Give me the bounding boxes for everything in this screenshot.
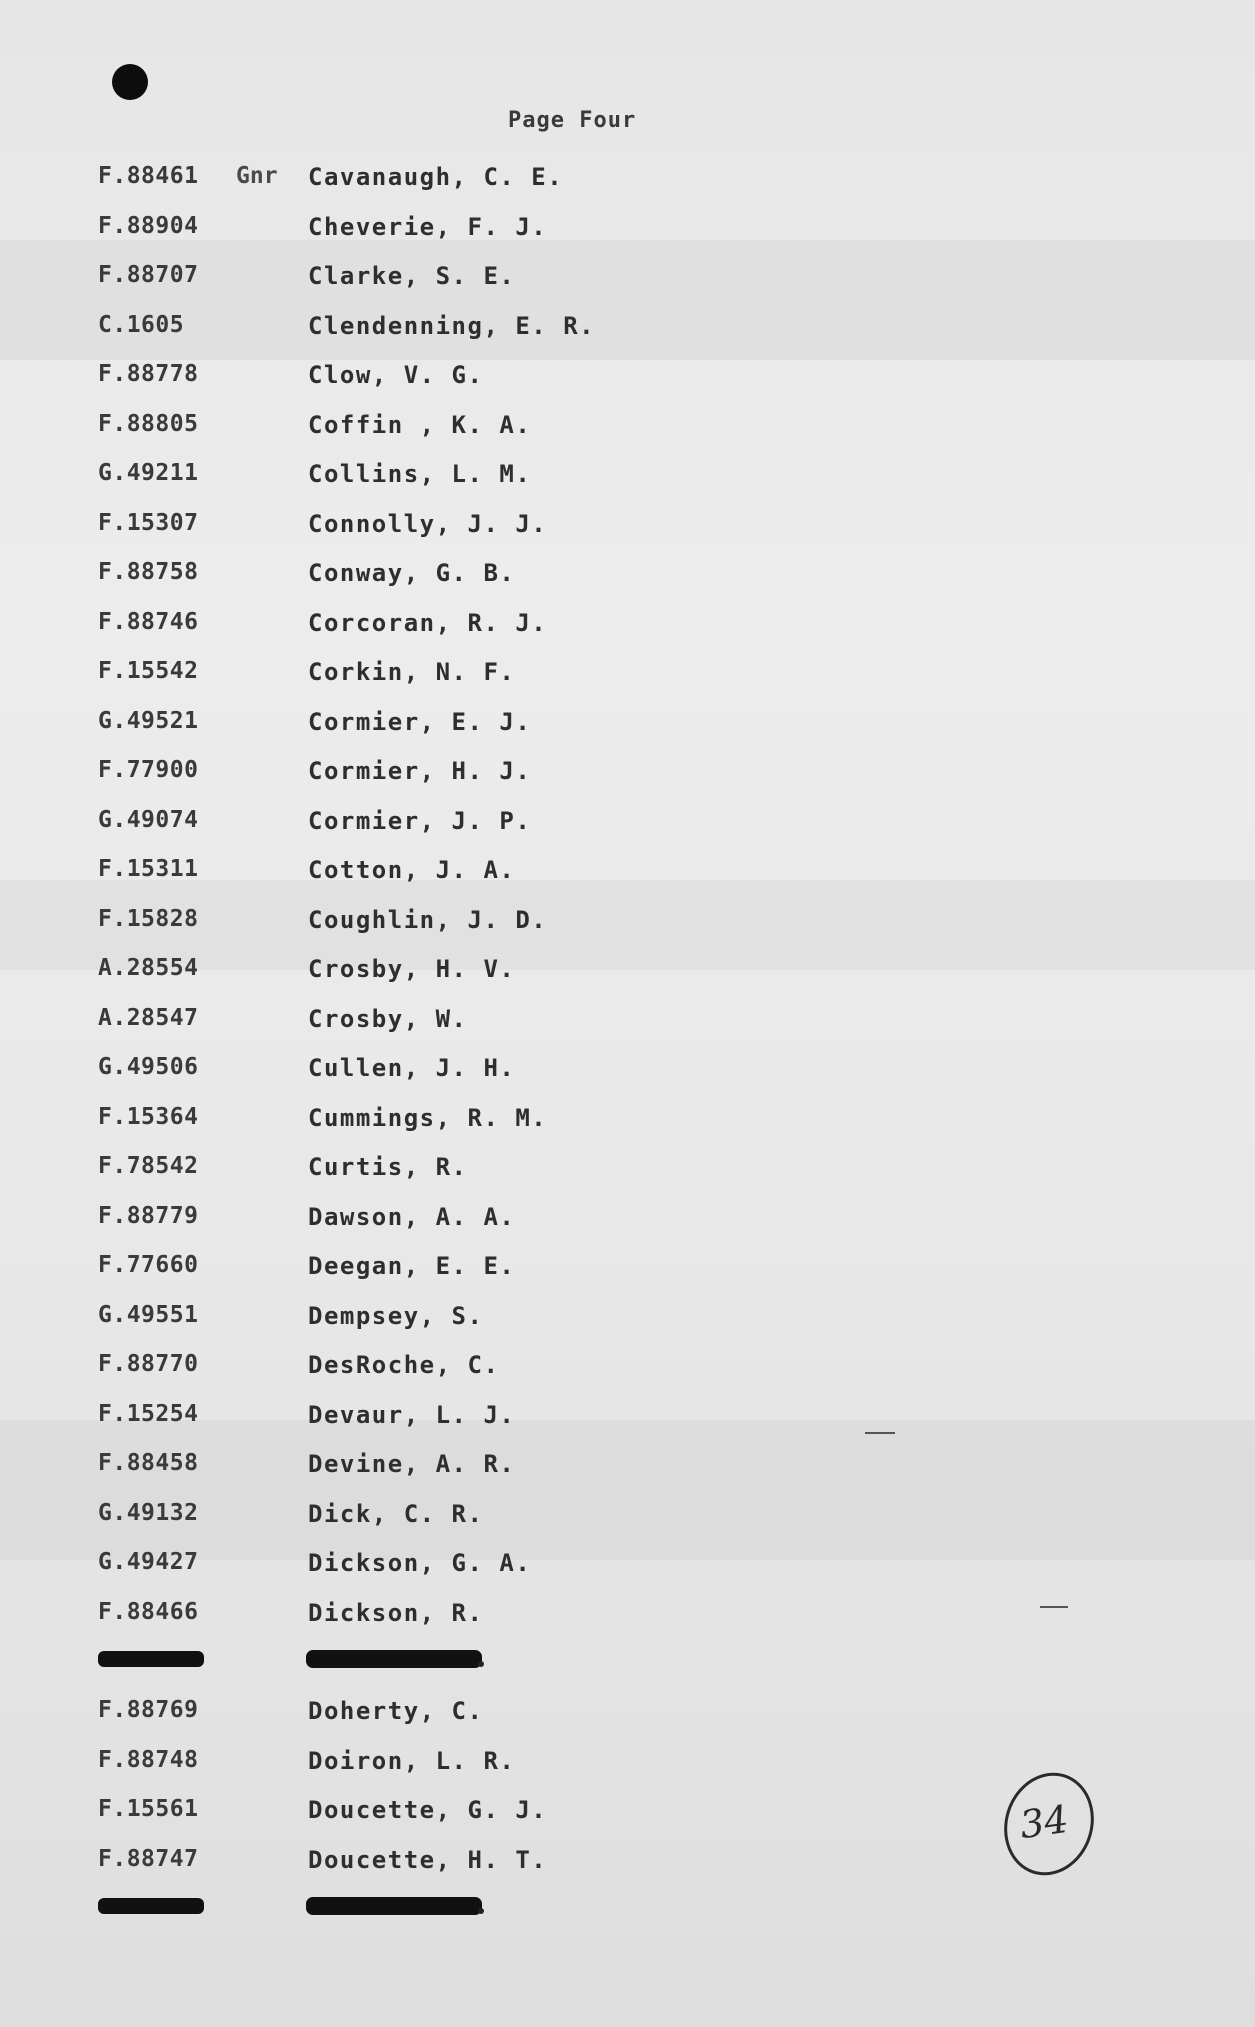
rank: Gnr — [236, 163, 278, 189]
service-number: F.88466 — [98, 1599, 199, 1625]
member-name: Clarke, S. E. — [308, 262, 516, 290]
service-number: F.15307 — [98, 510, 199, 536]
roster-row — [0, 559, 1255, 599]
redaction-bar — [306, 1897, 482, 1915]
member-name: Devine, A. R. — [308, 1450, 516, 1478]
member-name: Clow, V. G. — [308, 361, 484, 389]
member-name: Doherty, C. — [308, 1697, 484, 1725]
service-number: F.88747 — [98, 1846, 199, 1872]
roster-row — [0, 1252, 1255, 1292]
member-name: Connolly, J. J. — [308, 510, 548, 538]
member-name: Conway, G. B. — [308, 559, 516, 587]
stray-mark — [1040, 1606, 1068, 1608]
service-number: F.15311 — [98, 856, 199, 882]
member-name: Dempsey, S. — [308, 1302, 484, 1330]
service-number: G.49506 — [98, 1054, 199, 1080]
member-name: Dickson, R. — [308, 1599, 484, 1627]
member-name: Doucette, G. J. — [308, 1796, 548, 1824]
roster-row — [0, 1054, 1255, 1094]
roster-row — [0, 1549, 1255, 1589]
roster-row — [0, 1351, 1255, 1391]
member-name: Dawson, A. A. — [308, 1203, 516, 1231]
page-number-annotation: 34 — [1017, 1796, 1072, 1848]
roster-row — [0, 708, 1255, 748]
roster-row — [0, 856, 1255, 896]
roster-row — [0, 262, 1255, 302]
redaction-bar — [98, 1651, 204, 1667]
roster-row — [0, 510, 1255, 550]
redaction-bar — [98, 1898, 204, 1914]
roster-row — [0, 1203, 1255, 1243]
service-number: F.15254 — [98, 1401, 199, 1427]
service-number: F.88779 — [98, 1203, 199, 1229]
member-name: Dickson, G. A. — [308, 1549, 532, 1577]
roster-row — [0, 213, 1255, 253]
member-name: Corkin, N. F. — [308, 658, 516, 686]
service-number: F.88769 — [98, 1697, 199, 1723]
service-number: F.88770 — [98, 1351, 199, 1377]
service-number: G.49551 — [98, 1302, 199, 1328]
member-name: Coffin , K. A. — [308, 411, 532, 439]
service-number: F.15561 — [98, 1796, 199, 1822]
roster-row — [0, 1599, 1255, 1639]
redaction-bar — [306, 1650, 482, 1668]
member-name: Collins, L. M. — [308, 460, 532, 488]
roster-row — [0, 1302, 1255, 1342]
service-number: A.28554 — [98, 955, 199, 981]
roster-row — [0, 1005, 1255, 1045]
service-number: G.49521 — [98, 708, 199, 734]
member-name: Deegan, E. E. — [308, 1252, 516, 1280]
roster-row — [0, 1153, 1255, 1193]
service-number: F.15542 — [98, 658, 199, 684]
service-number: F.88778 — [98, 361, 199, 387]
service-number: F.88461 — [98, 163, 199, 189]
service-number: F.77900 — [98, 757, 199, 783]
member-name: Clendenning, E. R. — [308, 312, 596, 340]
member-name: Coughlin, J. D. — [308, 906, 548, 934]
member-name: Cormier, J. P. — [308, 807, 532, 835]
service-number: F.78542 — [98, 1153, 199, 1179]
service-number: F.88458 — [98, 1450, 199, 1476]
roster-row — [0, 658, 1255, 698]
service-number: F.88748 — [98, 1747, 199, 1773]
roster-row — [0, 807, 1255, 847]
service-number: G.49132 — [98, 1500, 199, 1526]
roster-row — [0, 955, 1255, 995]
member-name: DesRoche, C. — [308, 1351, 500, 1379]
redaction-dot — [478, 1908, 484, 1914]
roster-row — [0, 1500, 1255, 1540]
service-number: F.15364 — [98, 1104, 199, 1130]
roster-row — [0, 609, 1255, 649]
roster-row — [0, 460, 1255, 500]
roster-row — [0, 1401, 1255, 1441]
member-name: Curtis, R. — [308, 1153, 468, 1181]
service-number: F.88904 — [98, 213, 199, 239]
member-name: Cheverie, F. J. — [308, 213, 548, 241]
member-name: Corcoran, R. J. — [308, 609, 548, 637]
member-name: Cormier, H. J. — [308, 757, 532, 785]
service-number: A.28547 — [98, 1005, 199, 1031]
service-number: F.88758 — [98, 559, 199, 585]
member-name: Cummings, R. M. — [308, 1104, 548, 1132]
stray-mark — [865, 1432, 895, 1434]
member-name: Cotton, J. A. — [308, 856, 516, 884]
member-name: Cullen, J. H. — [308, 1054, 516, 1082]
redaction-dot — [478, 1661, 484, 1667]
service-number: F.88707 — [98, 262, 199, 288]
roster-row — [0, 361, 1255, 401]
service-number: G.49427 — [98, 1549, 199, 1575]
service-number: C.1605 — [98, 312, 185, 338]
member-name: Cormier, E. J. — [308, 708, 532, 736]
member-name: Crosby, H. V. — [308, 955, 516, 983]
roster-row — [0, 312, 1255, 352]
service-number: G.49074 — [98, 807, 199, 833]
service-number: F.88746 — [98, 609, 199, 635]
page-header: Page Four — [508, 108, 637, 133]
roster-row — [0, 1104, 1255, 1144]
roster-row — [0, 411, 1255, 451]
member-name: Devaur, L. J. — [308, 1401, 516, 1429]
member-name: Dick, C. R. — [308, 1500, 484, 1528]
member-name: Cavanaugh, C. E. — [308, 163, 564, 191]
member-name: Doiron, L. R. — [308, 1747, 516, 1775]
service-number: F.77660 — [98, 1252, 199, 1278]
roster-row — [0, 906, 1255, 946]
roster-row — [0, 163, 1255, 203]
service-number: F.15828 — [98, 906, 199, 932]
service-number: F.88805 — [98, 411, 199, 437]
member-name: Doucette, H. T. — [308, 1846, 548, 1874]
roster-row — [0, 757, 1255, 797]
roster-row — [0, 1450, 1255, 1490]
roster-row — [0, 1697, 1255, 1737]
member-name: Crosby, W. — [308, 1005, 468, 1033]
service-number: G.49211 — [98, 460, 199, 486]
